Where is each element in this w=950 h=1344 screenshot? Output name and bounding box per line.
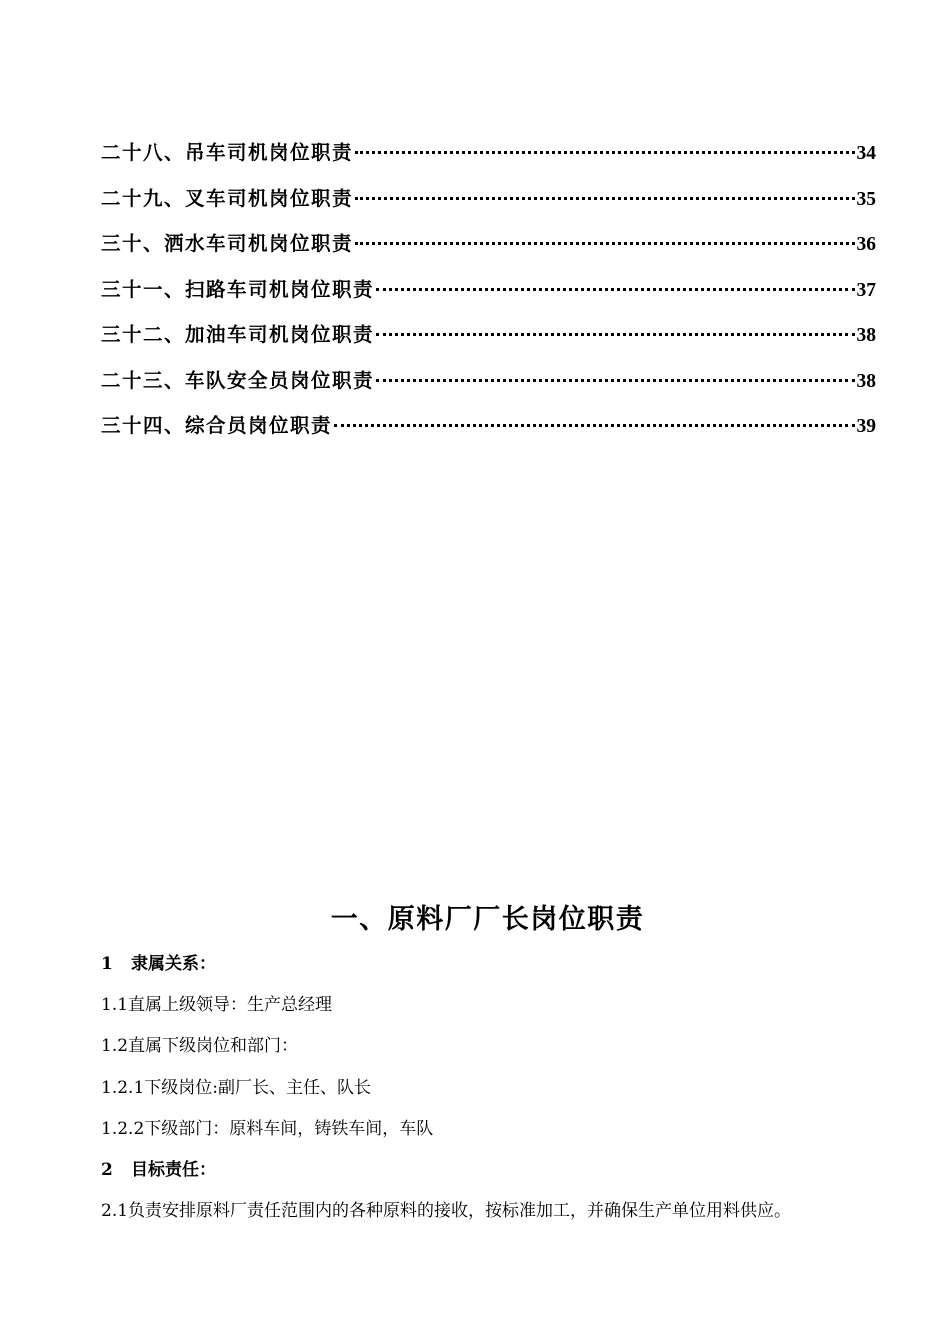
toc-dot-leader xyxy=(376,288,854,291)
subsection-title: 目标责任： xyxy=(131,1159,216,1180)
toc-dot-leader xyxy=(376,379,854,382)
toc-entry[interactable] xyxy=(101,137,876,183)
toc-dot-leader xyxy=(334,424,854,427)
toc-dot-leader xyxy=(355,151,854,154)
subsection-heading-2 xyxy=(101,1156,861,1197)
section-body xyxy=(101,950,861,1229)
toc-entry-page: 38 xyxy=(856,325,876,346)
toc-entry-page: 36 xyxy=(856,234,876,255)
toc-entry[interactable] xyxy=(101,228,876,274)
toc-entry[interactable] xyxy=(101,183,876,229)
toc-entry-title: 二十九、叉车司机岗位职责 xyxy=(101,186,354,210)
toc-dot-leader xyxy=(376,333,854,336)
subsection-title: 隶属关系： xyxy=(131,954,216,974)
section-heading: 一、原料厂厂长岗位职责 xyxy=(330,904,645,935)
toc-entry-title: 二十八、吊车司机岗位职责 xyxy=(101,141,354,164)
subsection-number: 1 xyxy=(101,954,113,974)
toc-entry[interactable] xyxy=(101,365,876,411)
paragraph-1-2-1: 1.2.1下级岗位:副厂长、主任、队长 xyxy=(101,1077,371,1098)
paragraph-1-2-2: 1.2.2下级部门：原料车间，铸铁车间，车队 xyxy=(101,1118,434,1139)
toc-dot-leader xyxy=(355,242,854,245)
table-of-contents xyxy=(101,137,876,456)
paragraph-1-2: 1.2直属下级岗位和部门： xyxy=(101,1036,299,1057)
toc-entry[interactable] xyxy=(101,410,876,456)
toc-entry-title: 三十四、综合员岗位职责 xyxy=(101,414,333,437)
subsection-number: 2 xyxy=(101,1159,113,1180)
toc-entry-title: 三十、洒水车司机岗位职责 xyxy=(101,232,354,255)
toc-entry-page: 38 xyxy=(856,370,876,392)
toc-entry-page: 39 xyxy=(856,416,876,437)
paragraph-2-1: 2.1负责安排原料厂责任范围内的各种原料的接收，按标准加工，并确保生产单位用料供应。 xyxy=(101,1201,792,1222)
toc-entry-page: 34 xyxy=(856,143,876,164)
subsection-heading-1 xyxy=(101,950,861,991)
toc-entry-title: 三十二、加油车司机岗位职责 xyxy=(101,323,375,346)
paragraph-1-1: 1.1直属上级领导：生产总经理 xyxy=(101,995,333,1016)
toc-dot-leader xyxy=(355,197,854,200)
toc-entry-title: 三十一、扫路车司机岗位职责 xyxy=(101,277,375,301)
toc-entry[interactable] xyxy=(101,274,876,320)
toc-entry-page: 37 xyxy=(856,279,876,301)
toc-entry[interactable] xyxy=(101,319,876,365)
toc-entry-title: 二十三、车队安全员岗位职责 xyxy=(101,368,375,392)
toc-entry-page: 35 xyxy=(856,188,876,210)
